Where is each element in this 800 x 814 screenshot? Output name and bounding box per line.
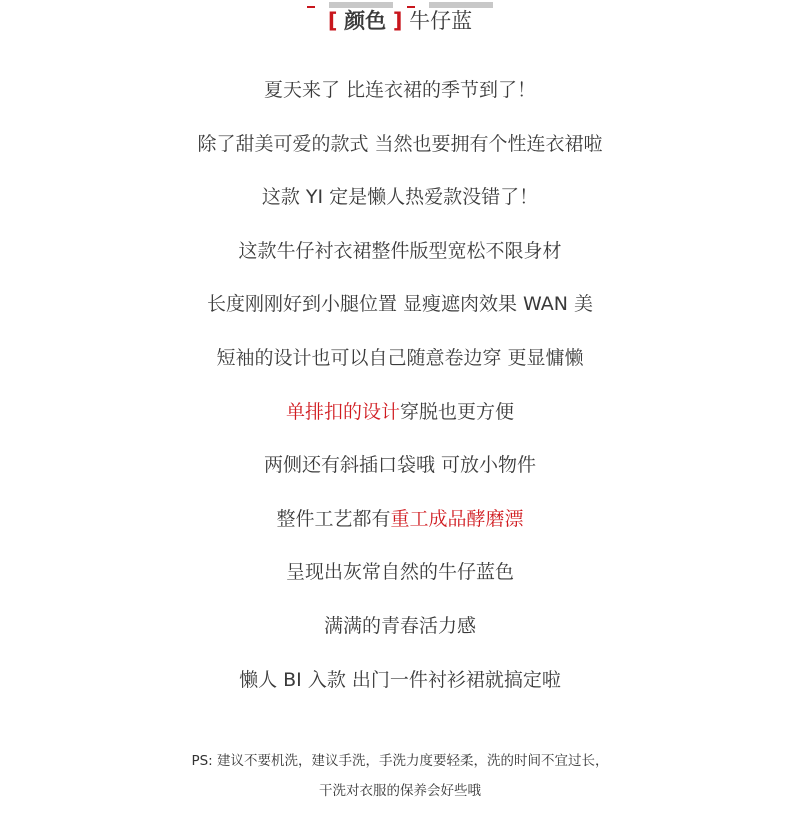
description-line [0, 126, 800, 180]
bracket-close: ] [392, 9, 403, 33]
color-label: 颜色 [344, 9, 387, 33]
product-description-list [0, 72, 800, 715]
description-text: 长度刚刚好到小腿位置 显瘦遮肉效果 WAN 美 [206, 293, 594, 316]
description-text: 懒人 BI 入款 出门一件衬衫裙就搞定啦 [239, 668, 561, 691]
description-text: 穿脱也更方便 [400, 400, 515, 423]
description-text: 两侧还有斜插口袋哦 可放小物件 [263, 454, 537, 477]
highlighted-text: 单排扣的设计 [285, 400, 400, 423]
description-line [0, 447, 800, 501]
description-text: 整件工艺都有 [276, 507, 391, 530]
description-line [0, 286, 800, 340]
care-note-line-1: PS: 建议不要机洗，建议手洗，手洗力度要轻柔，洗的时间不宜过长， [191, 753, 609, 769]
description-line [0, 72, 800, 126]
description-line [0, 179, 800, 233]
description-text: 夏天来了 比连衣裙的季节到了！ [263, 79, 537, 101]
description-text: 这款牛仔衬衣裙整件版型宽松不限身材 [238, 239, 562, 262]
description-line [0, 394, 800, 448]
description-line [0, 662, 800, 716]
description-line [0, 501, 800, 555]
bracket-open: [ [327, 9, 338, 33]
color-spec-line [0, 3, 800, 39]
care-note [0, 746, 800, 806]
description-line [0, 608, 800, 662]
color-value: 牛仔蓝 [409, 9, 473, 33]
description-line [0, 554, 800, 608]
description-text: 短袖的设计也可以自己随意卷边穿 更显慵懒 [216, 346, 584, 369]
description-text: 这款 YI 定是懒人热爱款没错了！ [261, 186, 539, 209]
description-line [0, 340, 800, 394]
care-note-line-2: 干洗对衣服的保养会好些哦 [319, 783, 481, 799]
description-text: 除了甜美可爱的款式 当然也要拥有个性连衣裙啦 [197, 132, 603, 155]
description-text: 满满的青春活力感 [323, 614, 476, 637]
description-line [0, 233, 800, 287]
highlighted-text: 重工成品酵磨漂 [390, 507, 524, 530]
description-text: 呈现出灰常自然的牛仔蓝色 [285, 561, 514, 584]
